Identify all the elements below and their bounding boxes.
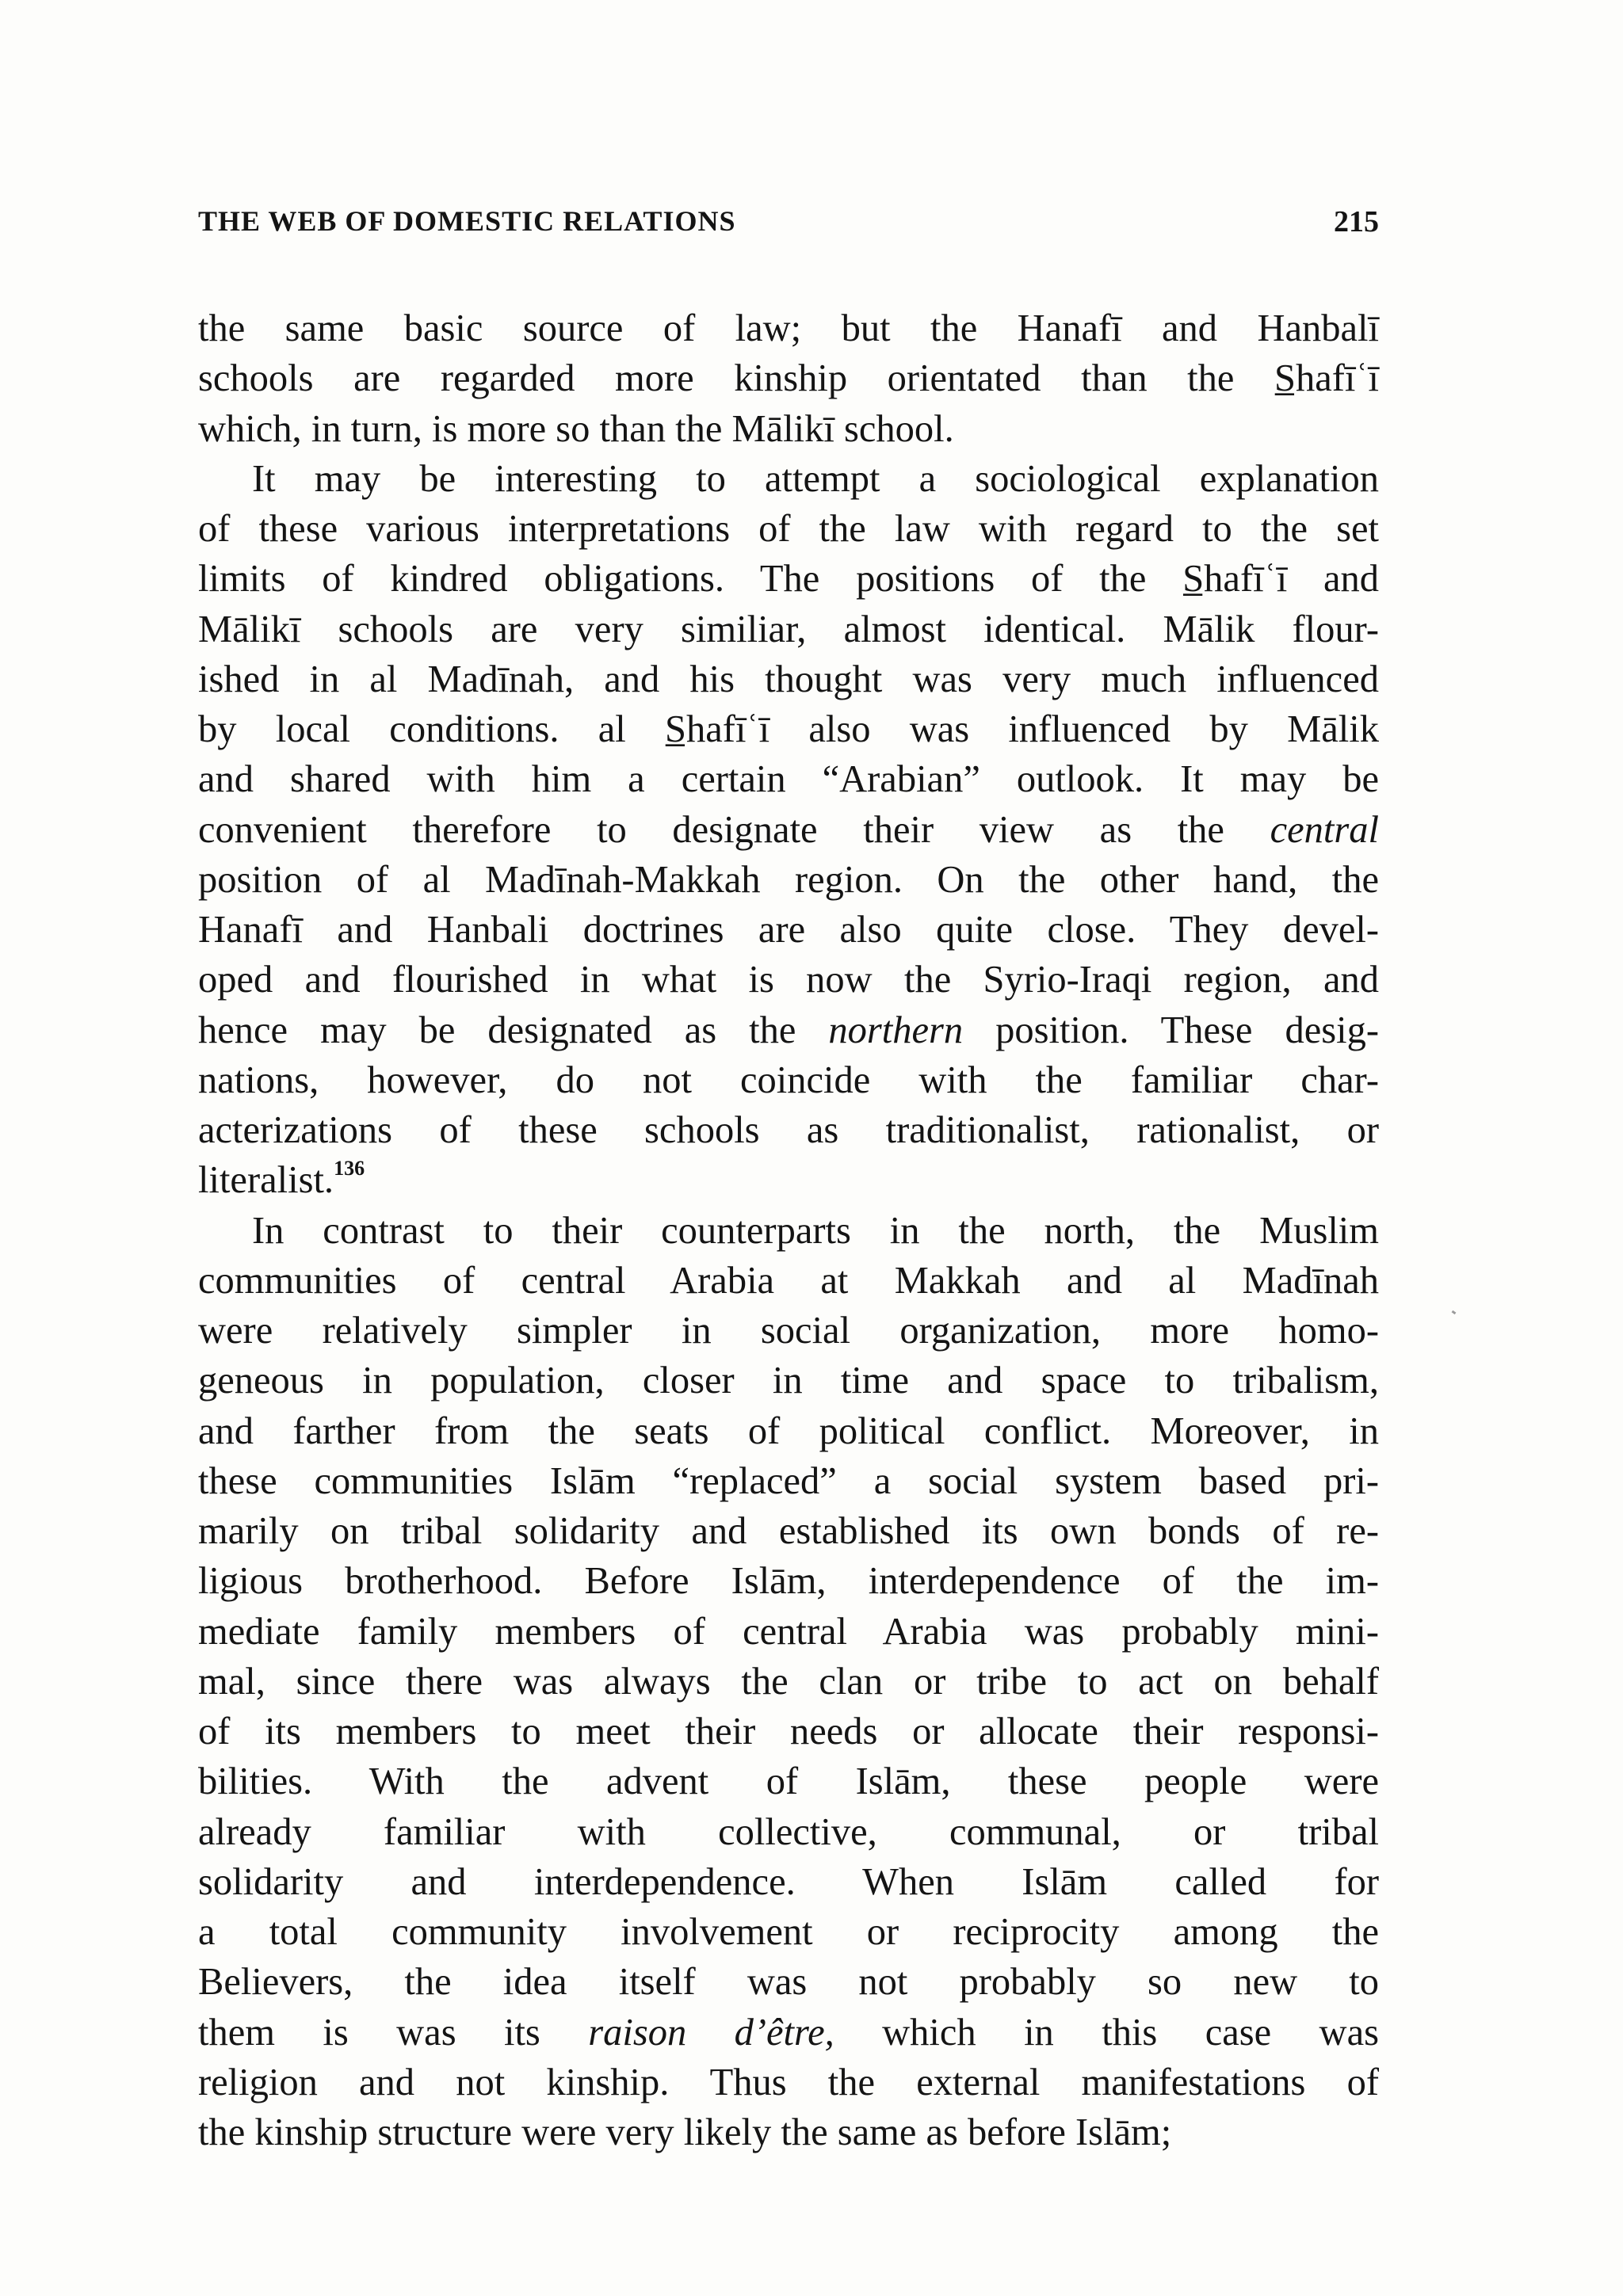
text-line: nations, however, do not coincide with the familiar char- [198, 1058, 1379, 1101]
text-line: and shared with him a certain “Arabian” outlook. It may be [198, 758, 1379, 801]
text-line: limits of kindred obligations. The positions of the S̲hafīʿī and [198, 558, 1379, 601]
text-line: ished in al Madīnah, and his thought was very much influenced [198, 658, 1379, 700]
text-line: oped and flourished in what is now the Syrio-Iraqi region, and [198, 959, 1379, 1001]
text-run: hence may be designated as the [198, 1009, 829, 1051]
footnote-ref[interactable]: 136 [334, 1157, 365, 1180]
text-line: a total community involvement or reciprocity among the [198, 1911, 1379, 1953]
text-line: ligious brotherhood. Before Islām, interdependence of the im- [198, 1560, 1379, 1603]
text-line: of its members to meet their needs or allocate their responsi- [198, 1711, 1379, 1753]
text-line: bilities. With the advent of Islām, these people were [198, 1760, 1379, 1803]
text-line: acterizations of these schools as traditionalist, rationalist, or [198, 1109, 1379, 1151]
text-line: already familiar with collective, communal, or tribal [198, 1810, 1379, 1853]
text-line: the kinship structure were very likely the same as before Islām; [198, 2111, 1172, 2153]
italic-term: central [1270, 808, 1379, 851]
text-run: convenient therefore to designate their view as the [198, 808, 1270, 851]
text-line: by local conditions. al S̲hafīʿī also was influenced by Mālik [198, 708, 1379, 750]
text-line: position of al Madīnah-Makkah region. On the other hand, the [198, 858, 1379, 901]
text-line [198, 2008, 1379, 2058]
running-title: THE WEB OF DOMESTIC RELATIONS [198, 205, 736, 237]
running-head [198, 204, 1379, 252]
text-line: and farther from the seats of political conflict. Moreover, in [198, 1409, 1379, 1452]
text-line: solidarity and interdependence. When Islām called for [198, 1860, 1379, 1903]
text-line: geneous in population, closer in time and space to tribalism, [198, 1360, 1379, 1402]
text-line: In contrast to their counterparts in the north, the Muslim [252, 1209, 1379, 1252]
italic-term: raison d’être, [588, 2011, 834, 2054]
text-line: these communities Islām “replaced” a social system based pri- [198, 1459, 1379, 1502]
text-line: It may be interesting to attempt a sociological explanation [252, 457, 1379, 500]
text-line: Mālikī schools are very similiar, almost identical. Mālik flour- [198, 608, 1379, 650]
text-line: mal, since there was always the clan or tribe to act on behalf [198, 1660, 1379, 1703]
text-line: mediate family members of central Arabia was probably mini- [198, 1610, 1379, 1653]
text-line: communities of central Arabia at Makkah and al Madīnah [198, 1259, 1379, 1302]
text-line: Hanafī and Hanbali doctrines are also quite close. They devel- [198, 909, 1379, 951]
text-line: of these various interpretations of the law with regard to the set [198, 508, 1379, 550]
scan-speck [1452, 1310, 1457, 1314]
page-number: 215 [1334, 205, 1379, 238]
text-line: marily on tribal solidarity and established its own bonds of re- [198, 1510, 1379, 1552]
text-line: religion and not kinship. Thus the external manifestations of [198, 2061, 1379, 2103]
text-run: them is was its [198, 2011, 589, 2054]
text-line [198, 1005, 1379, 1055]
text-line: were relatively simpler in social organization, more homo- [198, 1310, 1379, 1352]
text-line: schools are regarded more kinship orientated than the S̲hafīʿī [198, 357, 1379, 400]
text-run: position. These desig- [963, 1009, 1379, 1051]
text-line: which, in turn, is more so than the Mālikī school. [198, 407, 954, 450]
text-line: the same basic source of law; but the Hanafī and Hanbalī [198, 307, 1379, 349]
text-run: literalist. [198, 1159, 334, 1202]
italic-term: northern [828, 1009, 964, 1051]
text-line: Believers, the idea itself was not probably so new to [198, 1961, 1379, 2004]
text-line [198, 805, 1379, 855]
body-text [198, 303, 1379, 2157]
text-line [198, 1155, 1379, 1205]
text-run: which in this case was [834, 2011, 1379, 2054]
